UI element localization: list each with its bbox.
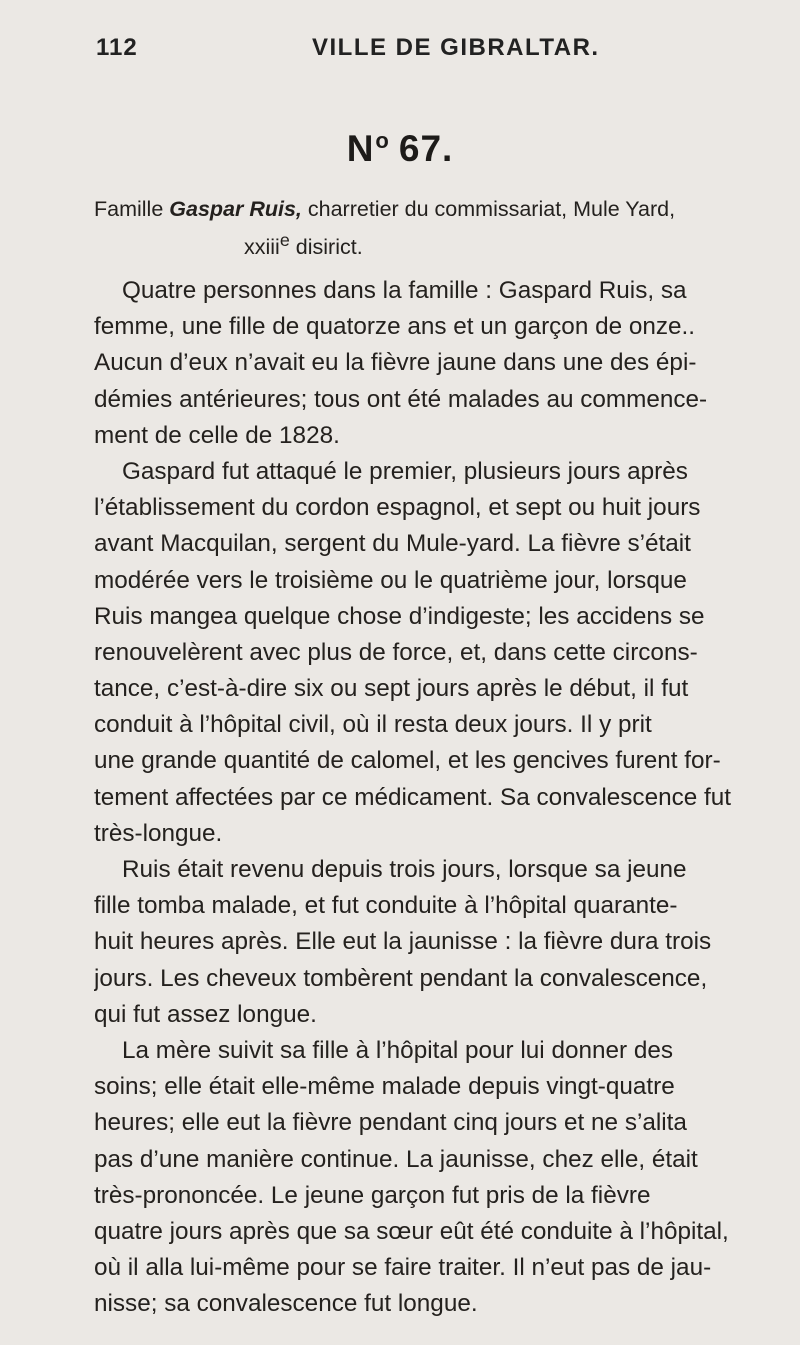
body-line: renouvelèrent avec plus de force, et, dans cette circons-	[94, 638, 698, 666]
body-line: huit heures après. Elle eut la jaunisse : la fièvre dura trois	[94, 928, 712, 956]
district-number-superscript: e	[279, 230, 290, 250]
family-prefix: Famille	[94, 197, 170, 221]
body-line: ment de celle de 1828.	[94, 421, 340, 449]
district-word: disirict.	[289, 235, 363, 260]
body-line: quatre jours après que sa sœur eût été conduite à l’hôpital,	[94, 1217, 729, 1245]
family-name: Gaspar Ruis,	[169, 197, 302, 221]
body-line: avant Macquilan, sergent du Mule-yard. La fièvre s’était	[94, 530, 691, 558]
family-description-line-1	[94, 194, 774, 225]
family-description	[94, 194, 774, 263]
district-number: xxiii	[244, 235, 280, 260]
body-line: tement affectées par ce médicament. Sa convalescence fut	[94, 783, 732, 811]
body-line: La mère suivit sa fille à l’hôpital pour lui donner des	[122, 1036, 674, 1064]
body-line: très-longue.	[94, 819, 223, 847]
body-line: tance, c’est-à-dire six ou sept jours après le début, il fut	[94, 675, 689, 703]
body-line: l’établissement du cordon espagnol, et sept ou huit jours	[94, 494, 701, 522]
body-line: une grande quantité de calomel, et les gencives furent for-	[94, 747, 721, 775]
body-line: où il alla lui-même pour se faire traiter. Il n’eut pas de jau-	[94, 1254, 712, 1282]
body-line: Ruis était revenu depuis trois jours, lorsque sa jeune	[122, 856, 687, 883]
body-line: très-prononcée. Le jeune garçon fut pris de la fièvre	[94, 1181, 651, 1209]
entry-number-prefix: N	[346, 128, 375, 169]
body-line: conduit à l’hôpital civil, où il resta deux jours. Il y prit	[94, 711, 652, 739]
body-line: femme, une fille de quatorze ans et un garçon de onze..	[94, 313, 696, 341]
body-line: heures; elle eut la fièvre pendant cinq jours et ne s’alita	[94, 1109, 687, 1137]
body-line: Gaspard fut attaqué le premier, plusieurs jours après	[122, 457, 688, 485]
running-title: VILLE DE GIBRALTAR.	[312, 34, 600, 61]
body-line: qui fut assez longue.	[94, 1000, 317, 1028]
entry-number-value: 67.	[398, 128, 454, 169]
page-number: 112	[96, 34, 138, 61]
body-line: Ruis mangea quelque chose d’indigeste; les accidens se	[94, 602, 705, 630]
body-line: fille tomba malade, et fut conduite à l’hôpital quarante-	[94, 892, 678, 920]
body-line: pas d’une manière continue. La jaunisse, chez elle, était	[94, 1145, 698, 1173]
body-line: jours. Les cheveux tombèrent pendant la convalescence,	[94, 964, 708, 992]
body-line: démies antérieures; tous ont été malades au commence-	[94, 385, 708, 413]
entry-number-superscript: o	[375, 128, 390, 153]
family-description-line-2	[94, 225, 774, 263]
body-line: nisse; sa convalescence fut longue.	[94, 1290, 478, 1318]
body-line: modérée vers le troisième ou le quatrième jour, lorsque	[94, 566, 687, 594]
body-line: soins; elle était elle-même malade depuis vingt-quatre	[94, 1073, 675, 1101]
page-header	[96, 34, 796, 74]
body-line: Quatre personnes dans la famille : Gaspard Ruis, sa	[122, 277, 687, 304]
family-occupation: charretier du commissariat, Mule Yard,	[301, 197, 676, 221]
entry-number	[0, 128, 800, 170]
body-text	[94, 273, 784, 1322]
body-line: Aucun d’eux n’avait eu la fièvre jaune dans une des épi-	[94, 349, 697, 377]
